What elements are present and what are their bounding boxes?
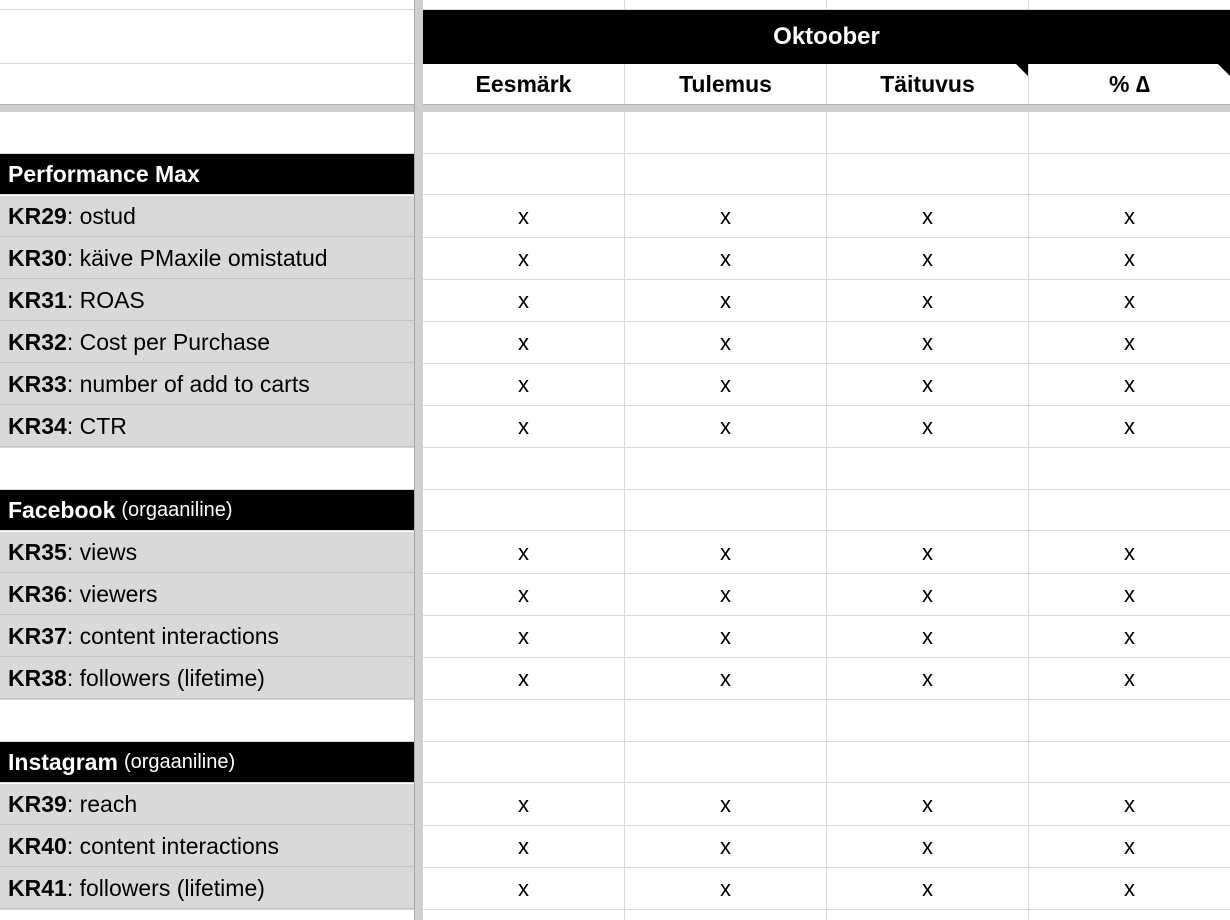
kr-code: KR41: [8, 874, 67, 901]
gridline: [0, 63, 414, 64]
value-cell[interactable]: x: [1124, 413, 1135, 439]
section-title: Instagram: [8, 748, 118, 775]
value-cell[interactable]: x: [720, 539, 731, 565]
value-cell[interactable]: x: [518, 371, 529, 397]
kr-row-label[interactable]: [0, 616, 414, 657]
section-header[interactable]: [0, 154, 414, 194]
value-cell[interactable]: x: [922, 581, 933, 607]
value-cell[interactable]: x: [518, 203, 529, 229]
kr-row-label[interactable]: [0, 280, 414, 321]
value-cell[interactable]: x: [1124, 539, 1135, 565]
kr-label: : viewers: [66, 580, 158, 607]
value-cell[interactable]: x: [1124, 875, 1135, 901]
kr-code: KR40: [8, 832, 67, 859]
kr-row-label[interactable]: [0, 238, 414, 279]
kr-row-label[interactable]: [0, 196, 414, 237]
value-cell[interactable]: x: [1124, 329, 1135, 355]
value-cell[interactable]: x: [518, 791, 529, 817]
value-cell[interactable]: x: [518, 413, 529, 439]
gridline: [0, 699, 1230, 700]
value-cell[interactable]: x: [922, 665, 933, 691]
gridline: [0, 909, 1230, 910]
value-cell[interactable]: x: [720, 581, 731, 607]
comment-indicator-icon: [1016, 64, 1028, 76]
kr-row-label[interactable]: [0, 532, 414, 573]
value-cell[interactable]: x: [922, 203, 933, 229]
value-cell[interactable]: x: [720, 833, 731, 859]
value-cell[interactable]: x: [922, 287, 933, 313]
value-cell[interactable]: x: [720, 875, 731, 901]
kr-row-label[interactable]: [0, 826, 414, 867]
kr-code: KR39: [8, 790, 67, 817]
value-cell[interactable]: x: [720, 203, 731, 229]
comment-indicator-icon: [1218, 64, 1230, 76]
value-cell[interactable]: x: [720, 791, 731, 817]
value-cell[interactable]: x: [922, 875, 933, 901]
section-header[interactable]: [0, 490, 414, 530]
kr-row-label[interactable]: [0, 574, 414, 615]
value-cell[interactable]: x: [1124, 203, 1135, 229]
value-cell[interactable]: x: [518, 329, 529, 355]
value-cell[interactable]: x: [720, 371, 731, 397]
kr-code: KR37: [8, 622, 67, 649]
section-title: Performance Max: [8, 160, 200, 187]
value-cell[interactable]: x: [922, 245, 933, 271]
month-header[interactable]: Oktoober: [423, 10, 1230, 64]
value-cell[interactable]: x: [922, 371, 933, 397]
kr-label: : number of add to carts: [66, 370, 310, 397]
kr-row-label[interactable]: [0, 322, 414, 363]
column-header-tulemus[interactable]: Tulemus: [625, 64, 826, 104]
kr-row-label[interactable]: [0, 784, 414, 825]
kr-code: KR35: [8, 538, 67, 565]
gridline: [0, 530, 1230, 531]
value-cell[interactable]: x: [518, 833, 529, 859]
kr-label: : käive PMaxile omistatud: [66, 244, 328, 271]
value-cell[interactable]: x: [1124, 371, 1135, 397]
value-cell[interactable]: x: [518, 623, 529, 649]
value-cell[interactable]: x: [922, 539, 933, 565]
value-cell[interactable]: x: [1124, 665, 1135, 691]
kr-code: KR30: [8, 244, 67, 271]
kr-code: KR33: [8, 370, 67, 397]
value-cell[interactable]: x: [1124, 623, 1135, 649]
kr-code: KR32: [8, 328, 67, 355]
value-cell[interactable]: x: [518, 539, 529, 565]
value-cell[interactable]: x: [720, 623, 731, 649]
kr-row-label[interactable]: [0, 406, 414, 447]
value-cell[interactable]: x: [518, 245, 529, 271]
value-cell[interactable]: x: [922, 833, 933, 859]
value-cell[interactable]: x: [1124, 581, 1135, 607]
frozen-column-divider[interactable]: [414, 0, 423, 920]
column-header-taituvus[interactable]: Täituvus: [827, 64, 1028, 104]
section-header[interactable]: [0, 742, 414, 782]
kr-label: : followers (lifetime): [66, 874, 265, 901]
value-cell[interactable]: x: [1124, 287, 1135, 313]
value-cell[interactable]: x: [1124, 245, 1135, 271]
value-cell[interactable]: x: [518, 581, 529, 607]
kr-label: : reach: [66, 790, 138, 817]
gridline: [0, 782, 1230, 783]
kr-label: : content interactions: [66, 832, 280, 859]
kr-label: : views: [66, 538, 138, 565]
kr-label: : ostud: [66, 202, 136, 229]
value-cell[interactable]: x: [720, 287, 731, 313]
section-subtitle: (orgaaniline): [121, 498, 233, 521]
kr-label: : followers (lifetime): [66, 664, 265, 691]
value-cell[interactable]: x: [518, 287, 529, 313]
value-cell[interactable]: x: [922, 791, 933, 817]
kr-code: KR34: [8, 412, 67, 439]
value-cell[interactable]: x: [922, 413, 933, 439]
value-cell[interactable]: x: [518, 875, 529, 901]
value-cell[interactable]: x: [720, 245, 731, 271]
frozen-row-divider[interactable]: [0, 104, 1230, 112]
value-cell[interactable]: x: [720, 329, 731, 355]
kr-row-label[interactable]: [0, 658, 414, 699]
value-cell[interactable]: x: [518, 665, 529, 691]
kr-label: : ROAS: [66, 286, 145, 313]
gridline: [0, 194, 1230, 195]
kr-label: : Cost per Purchase: [66, 328, 271, 355]
kr-code: KR31: [8, 286, 67, 313]
value-cell[interactable]: x: [1124, 791, 1135, 817]
section-subtitle: (orgaaniline): [123, 750, 236, 773]
value-cell[interactable]: x: [720, 413, 731, 439]
column-header-percent-delta[interactable]: % ∆: [1029, 64, 1230, 104]
kr-row-label[interactable]: [0, 868, 414, 909]
kr-row-label[interactable]: [0, 364, 414, 405]
kr-label: : CTR: [66, 412, 127, 439]
kr-code: KR36: [8, 580, 67, 607]
gridline: [0, 447, 1230, 448]
kr-code: KR29: [8, 202, 67, 229]
value-cell[interactable]: x: [720, 665, 731, 691]
value-cell[interactable]: x: [922, 329, 933, 355]
kr-label: : content interactions: [66, 622, 280, 649]
value-cell[interactable]: x: [1124, 833, 1135, 859]
kr-code: KR38: [8, 664, 67, 691]
value-cell[interactable]: x: [922, 623, 933, 649]
column-header-eesmark[interactable]: Eesmärk: [423, 64, 624, 104]
section-title: Facebook: [8, 496, 116, 523]
